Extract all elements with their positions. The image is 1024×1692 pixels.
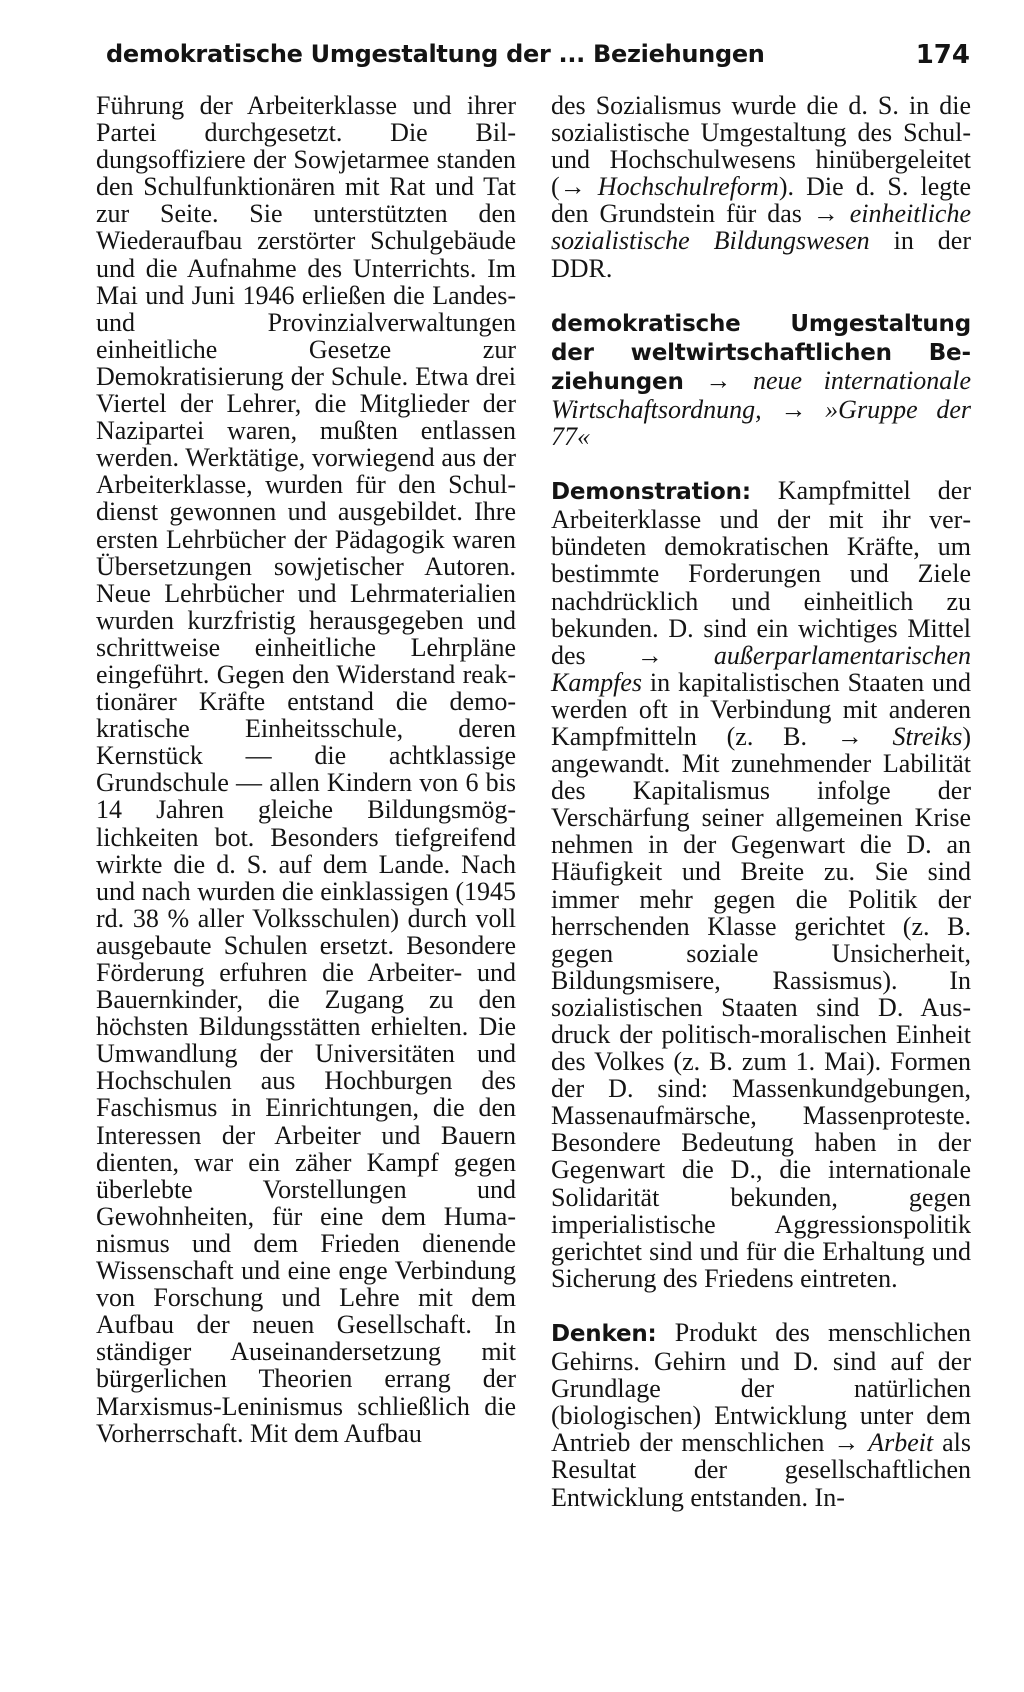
entry-weltwirtschaft <box>551 309 971 450</box>
page-number: 174 <box>915 40 970 70</box>
headword-denken: Denken: <box>551 1320 657 1347</box>
continuation-text-after: in der DDR. <box>551 226 971 283</box>
arrow-icon: → <box>812 199 839 229</box>
left-column-text: Führung der Arbeiterklasse und ihrer Partei durchgesetzt. Die Bildungsoffiziere der Sowjetarmee standen den Schulfunktionären mit Rat und Tat zur Seite. Sie unterstützten den Wiederaufbau zerstörter Schulgebäude und die Aufnahme des Unterrichts. Im Mai und Juni 1946 erließen die Landes- und Provinzialverwaltungen einheitliche Gesetze zur Demokratisierung der Schule. Etwa drei Viertel der Lehrer, die Mitglieder der Nazipartei waren, mußten entlassen werden. Werktätige, vorwiegend aus der Arbeiterklasse, wurden für den Schuldienst gewonnen und ausgebildet. Ihre ersten Lehrbücher der Pädagogik waren Übersetzungen sowjetischer Autoren. Neue Lehrbücher und Lehrmaterialien wurden kurzfristig herausgegeben und schrittweise einheitliche Lehrpläne eingeführt. Gegen den Widerstand reaktionärer Kräfte entstand die demokratische Einheitsschule, deren Kernstück — die achtklassige Grundschule — allen Kindern von 6 bis 14 Jahren gleiche Bildungsmöglichkeiten bot. Besonders tiefgreifend wirkte die d. S. auf dem Lande. Nach und nach wurden die einklassigen (1945 rd. 38 % aller Volksschulen) durch voll ausgebaute Schulen ersetzt. Besondere Förderung erfuhren die Arbeiter- und Bauernkinder, die Zugang zu den höchsten Bildungsstätten erhielten. Die Umwandlung der Universitäten und Hochschulen aus Hochburgen des Faschismus in Einrichtungen, die den Interessen der Arbeiter und Bauern dienten, war ein zäher Kampf gegen überlebte Vorstellungen und Gewohnheiten, für eine dem Humanismus und dem Frieden dienende Wissenschaft und eine enge Verbindung von Forschung und Lehre mit dem Aufbau der neuen Gesellschaft. In ständiger Auseinandersetzung mit bürgerlichen Theorien errang der Marxismus-Leninismus schließlich die Vorherrschaft. Mit dem Aufbau <box>96 91 516 1448</box>
arrow-icon: → <box>636 640 663 670</box>
cross-reference-streiks: Streiks <box>892 721 963 751</box>
denken-text-2: als Resultat der gesellschaftlichen Entwicklung entstanden. In- <box>551 1428 971 1512</box>
cross-reference-gruppe-77: »Gruppe der 77« <box>551 394 972 452</box>
running-head <box>96 38 970 78</box>
demonstration-text-2: in kapitalistischen Staaten und werden oft in Verbindung mit anderen Kampfmitteln (z. B. <box>551 667 971 751</box>
cross-reference-hochschulreform: Hochschulreform <box>597 172 779 202</box>
headword-weltwirtschaft: demokratische Umgestaltung der weltwirtschaftlichen Beziehungen <box>551 310 971 395</box>
arrow-icon: → <box>833 1428 860 1458</box>
demonstration-text-3: ) angewandt. Mit zunehmender Labilität des Kapitalismus infolge der Verschärfung seiner allgemeinen Krise nehmen in der Gegenwart die D. an Häufigkeit und Breite zu. Sie sind immer mehr gegen die Politik der herrschenden Klasse gerichtet (z. B. gegen soziale Unsicherheit, Bildungsmisere, Rassismus). In sozialistischen Staaten sind D. Ausdruck der politisch-moralischen Einheit des Volkes (z. B. zum 1. Mai). Formen der D. sind: Massenkundgebungen, Massenaufmärsche, Massenproteste. Besondere Bedeutung haben in der Gegenwart die D., die internationale Solidarität bekunden, gegen imperialistische Aggressionspolitik gerichtet sind und für die Erhaltung und Sicherung des Friedens eintreten. <box>551 721 971 1293</box>
cross-reference-bildungswesen: einheitliche sozialistische Bildungswesen <box>551 199 972 256</box>
right-column <box>551 92 971 1511</box>
continuation-paragraph <box>551 92 971 282</box>
denken-text-1: Produkt des menschlichen Gehirns. Gehirn und D. sind auf der Grundlage der natürlichen (biologischen) Entwicklung unter dem Antrieb der menschlichen <box>551 1317 972 1458</box>
arrow-icon: → <box>780 394 807 424</box>
demonstration-text-1: Kampfmittel der Arbeiterklasse und der mit ihr verbündeten demokratischen Kräfte, um bestimmte Forderungen und Ziele nachdrücklich und einheitlich zu bekunden. D. sind ein wichtiges Mittel des <box>551 476 971 670</box>
arrow-icon: → <box>705 365 732 395</box>
entry-demonstration <box>551 477 971 1292</box>
cross-reference-kampf: außerparlamentarischen Kampfes <box>551 640 972 697</box>
continuation-text-before: des Sozialismus wurde die d. S. in die sozialistische Umgestaltung des Schul- und Hochschulwesens hinübergeleitet ( <box>551 91 971 202</box>
arrow-icon: → <box>836 721 863 751</box>
continuation-text-mid: ). Die d. S. legte den Grundstein für das <box>551 172 971 229</box>
arrow-icon: → <box>559 172 586 202</box>
left-column <box>96 92 516 1447</box>
cross-reference-arbeit: Arbeit <box>868 1428 934 1458</box>
running-head-title: demokratische Umgestaltung der ... Beziehungen <box>106 40 765 68</box>
headword-demonstration: Demonstration: <box>551 479 751 506</box>
cross-reference-wirtschaftsordnung: neue internationale Wirtschaftsordnung, <box>551 365 972 424</box>
entry-denken <box>551 1319 971 1511</box>
